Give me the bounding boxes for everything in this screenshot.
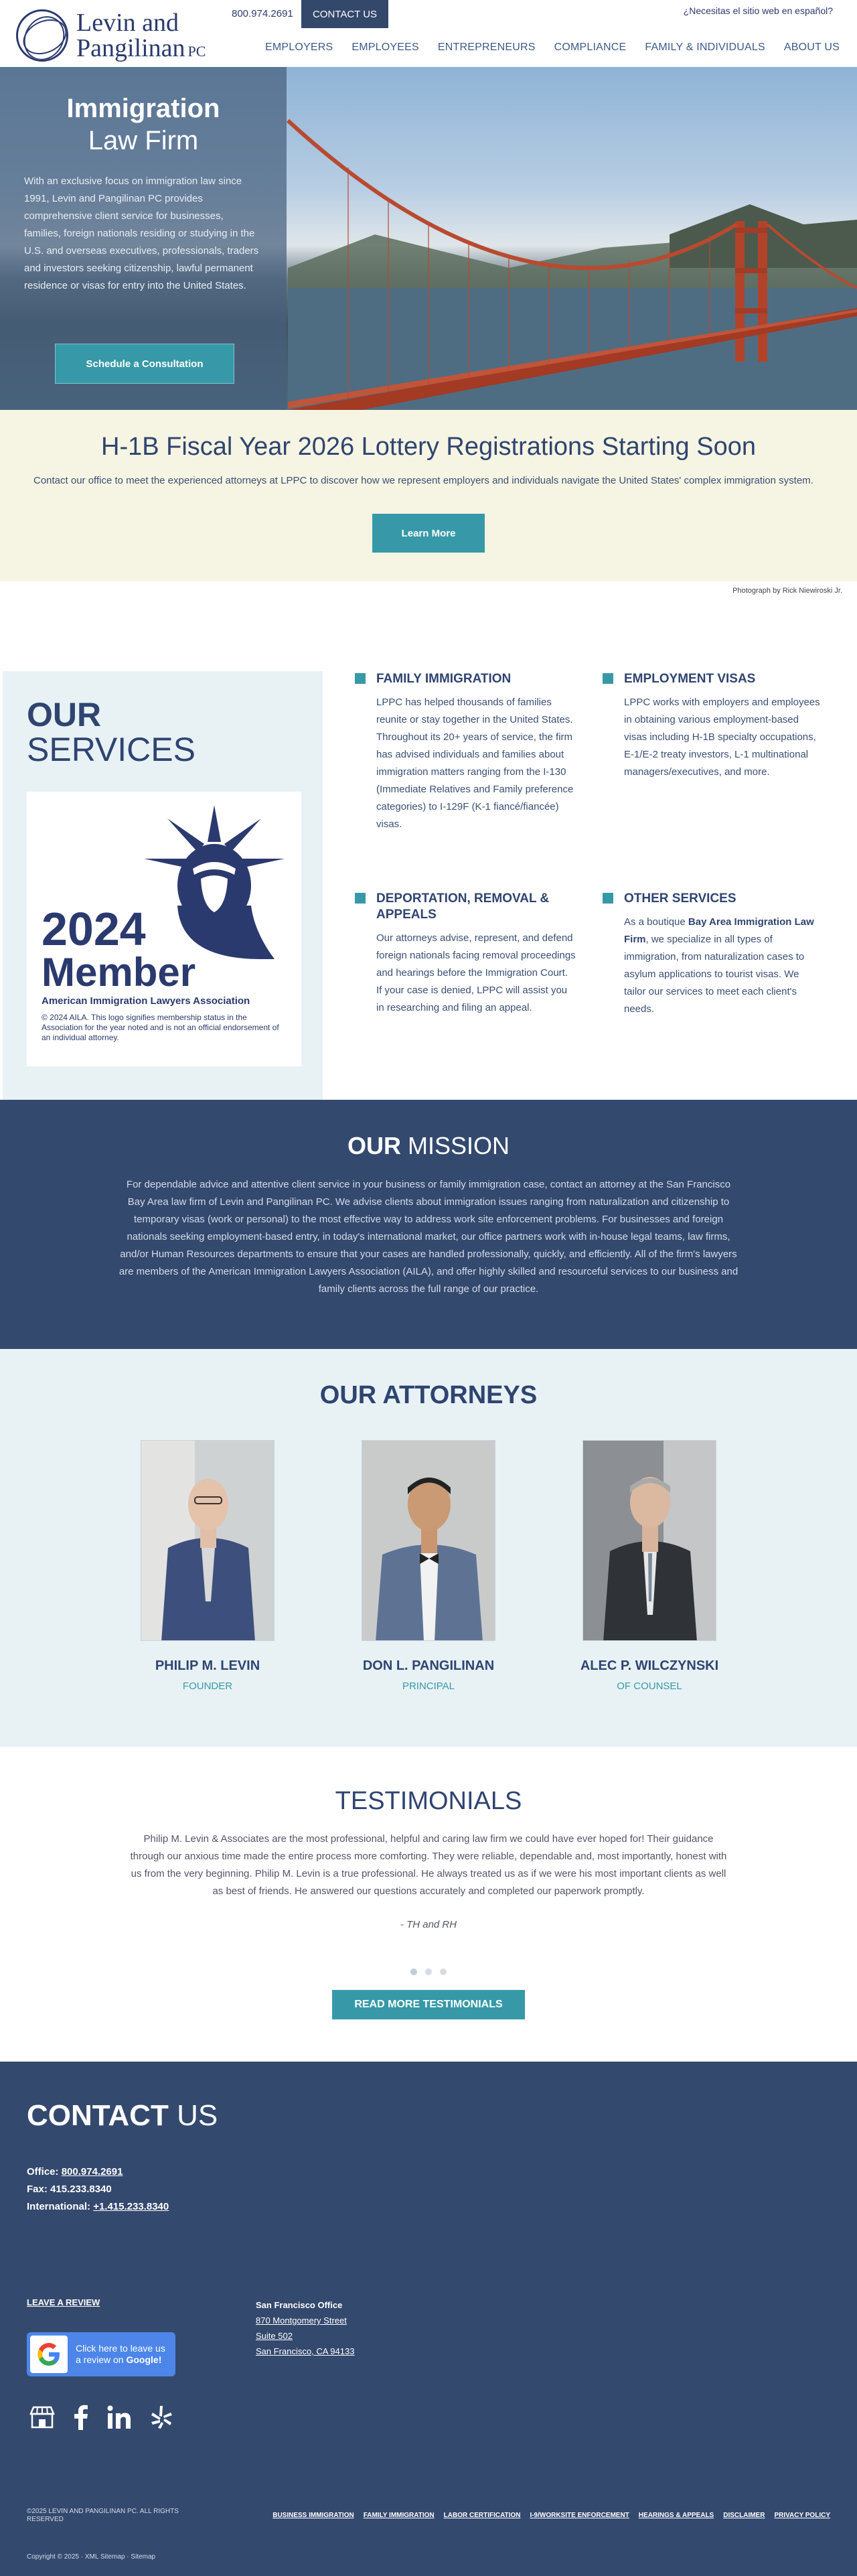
- footer-link-labor-certification[interactable]: LABOR CERTIFICATION: [443, 2512, 521, 2519]
- footer-link-i9-worksite[interactable]: I-9/WORKSITE ENFORCEMENT: [530, 2512, 629, 2519]
- services-title-bold: OUR: [27, 696, 102, 733]
- service-title[interactable]: FAMILY IMMIGRATION: [355, 671, 576, 687]
- mission-text: For dependable advice and attentive client service in your business or family immigration case, contact an attorney at the San Francisco Bay Area law firm of Levin and Pangilinan PC. We advise clients about immigration issues ranging from naturalization and citizenship to temporary visas (work or personal) to the most effective way to address work site enforcement problems. For businesses and foreign nationals seeking employment-based entry, in today's international market, our office partners work with in-house legal teams, law firms, and/or Human Resources departments to ensure that your cases are handled professionally, quickly, and efficiently. All of the firm's lawyers are members of the American Immigration Lawyers Association (AILA), and offer highly skilled and resourceful services to our business and family clients across the full range of our practice.: [119, 1179, 738, 1295]
- attorney-name[interactable]: DON L. PANGILINAN: [362, 1658, 495, 1673]
- attorney-name[interactable]: ALEC P. WILCZYNSKI: [580, 1658, 719, 1673]
- office-title: San Francisco Office: [256, 2300, 343, 2310]
- aila-member-badge: [27, 792, 301, 1066]
- badge-member-text: Member: [42, 950, 196, 995]
- google-review-button[interactable]: [27, 2332, 175, 2376]
- service-family-immigration: [355, 671, 576, 833]
- google-logo-icon: [30, 2336, 68, 2373]
- hero-description: With an exclusive focus on immigration law since 1991, Levin and Pangilinan PC provides comprehensive client service for businesses, families, foreign nationals residing or studying in the U.S. and overseas executives, professionals, traders and investors seeking citizenship, lawful permanent residence or visas for entry into the United States.: [24, 175, 259, 291]
- nav-family-individuals[interactable]: FAMILY & INDIVIDUALS: [645, 42, 765, 53]
- footer-link-hearings-appeals[interactable]: HEARINGS & APPEALS: [638, 2512, 714, 2519]
- site-header: [0, 0, 857, 67]
- rights-reserved: ©2025 LEVIN AND PANGILINAN PC. ALL RIGHTS RESERVED: [27, 2508, 179, 2523]
- badge-year: 2024: [42, 903, 146, 955]
- badge-disclaimer: © 2024 AILA. This logo signifies membership status in the Association for the year noted and is not an official endorsement of an individual attorney.: [42, 1013, 279, 1042]
- nav-employees[interactable]: EMPLOYEES: [352, 42, 419, 53]
- footer-nav: [272, 2512, 830, 2519]
- service-title[interactable]: OTHER SERVICES: [603, 891, 824, 907]
- address-line2[interactable]: Suite 502: [256, 2331, 293, 2341]
- nav-about-us[interactable]: ABOUT US: [783, 42, 840, 53]
- read-more-testimonials-button[interactable]: READ MORE TESTIMONIALS: [332, 1990, 525, 2019]
- logo-emblem: [16, 9, 68, 62]
- address-line1[interactable]: 870 Montgomery Street: [256, 2315, 347, 2325]
- mission-section: [0, 1100, 857, 1349]
- attorney-role: PRINCIPAL: [402, 1680, 455, 1692]
- service-title[interactable]: DEPORTATION, REMOVAL & APPEALS: [355, 891, 576, 923]
- service-other-services: [603, 891, 824, 1018]
- attorney-photo[interactable]: [362, 1440, 495, 1641]
- attorney-photo[interactable]: [582, 1440, 716, 1641]
- service-text: As a boutique Bay Area Immigration Law Firm, we specialize in all types of immigration, from naturalization cases to asylum applications to tourist visas. We tailor our services to meet each client's needs.: [624, 916, 814, 1015]
- nav-compliance[interactable]: COMPLIANCE: [554, 42, 627, 53]
- attorney-card[interactable]: [341, 1440, 516, 1692]
- office-phone-line: Office: 800.974.2691: [27, 2166, 123, 2177]
- carousel-dot[interactable]: [440, 1969, 447, 1975]
- header-contact-button[interactable]: CONTACT US: [301, 0, 388, 28]
- sf-office-address: [256, 2297, 354, 2359]
- international-phone-line: International: +1.415.233.8340: [27, 2201, 169, 2212]
- leave-review-link[interactable]: LEAVE A REVIEW: [27, 2297, 100, 2307]
- footer-link-family-immigration[interactable]: FAMILY IMMIGRATION: [363, 2512, 435, 2519]
- attorney-role: OF COUNSEL: [617, 1680, 682, 1692]
- footer-link-business-immigration[interactable]: BUSINESS IMMIGRATION: [272, 2512, 354, 2519]
- service-employment-visas: [603, 671, 824, 781]
- logo-line1: Levin and: [76, 9, 179, 37]
- yelp-icon[interactable]: [150, 2405, 173, 2430]
- logo-suffix: PC: [187, 43, 206, 60]
- testimonials-section: [0, 1747, 857, 2062]
- office-phone-link[interactable]: 800.974.2691: [61, 2166, 123, 2177]
- attorney-portrait-wilczynski: [583, 1441, 716, 1641]
- contact-details: [27, 2163, 169, 2216]
- facebook-icon[interactable]: [74, 2405, 88, 2430]
- footer-link-disclaimer[interactable]: DISCLAIMER: [723, 2512, 765, 2519]
- attorney-portrait-pangilinan: [362, 1441, 495, 1641]
- attorney-role: FOUNDER: [182, 1680, 233, 1692]
- attorneys-title: OUR ATTORNEYS: [319, 1381, 538, 1409]
- service-text: LPPC has helped thousands of families reunite or stay together in the United States. Throughout its 20+ years of service, the firm has advised individuals and families about immigration matters ranging from the I-130 (Immediate Relatives and Family preference categories) to I-129F (K-1 fiancé/fiancée) visas.: [376, 697, 574, 830]
- services-section: [0, 601, 857, 1100]
- linkedin-icon[interactable]: [107, 2405, 131, 2429]
- carousel-dots: [0, 1969, 857, 1975]
- hero-banner: [0, 67, 857, 410]
- attorneys-section: [0, 1349, 857, 1747]
- services-panel: [3, 671, 323, 1100]
- service-text: Our attorneys advise, represent, and defend foreign nationals facing removal proceedings and hearings before the Immigration Court. If your case is denied, LPPC will assist you in researching and filing an appeal.: [376, 932, 576, 1013]
- service-deportation-appeals: [355, 891, 576, 1017]
- testimonial-quote: Philip M. Levin & Associates are the most professional, helpful and caring law firm we could have ever hoped for! Their guidance through our anxious time made the entire process more comforting. They were reliable, dependable and, most importantly, honest with us from the very beginning. Philip M. Levin is a true professional. He always treated us as if we were his most important clients as well as best of friends. He answered our questions accurately and completed our paperwork promptly.: [130, 1833, 727, 1897]
- service-text: LPPC works with employers and employees in obtaining various employment-based visas including H-1B specialty occupations, E-1/E-2 treaty investors, L-1 multinational managers/executives, and more.: [624, 697, 820, 778]
- attorney-card[interactable]: [121, 1440, 295, 1692]
- bay-area-firm-link[interactable]: Bay Area Immigration Law Firm: [624, 916, 814, 945]
- google-review-text: Click here to leave us a review on Google!: [76, 2343, 165, 2365]
- copyright-sitemap[interactable]: Copyright © 2025 · XML Sitemap · Sitemap: [27, 2553, 156, 2561]
- carousel-dot[interactable]: [425, 1969, 432, 1975]
- carousel-dot[interactable]: [410, 1969, 417, 1975]
- contact-title: CONTACT US: [27, 2099, 218, 2132]
- nav-employers[interactable]: EMPLOYERS: [264, 42, 333, 53]
- announcement-text: Contact our office to meet the experienced attorneys at LPPC to discover how we represent employers and individuals navigate the United States' complex immigration system.: [33, 475, 813, 486]
- address-line3[interactable]: San Francisco, CA 94133: [256, 2346, 355, 2356]
- schedule-consultation-button[interactable]: Schedule a Consultation: [55, 344, 234, 384]
- footer-link-privacy-policy[interactable]: PRIVACY POLICY: [774, 2512, 830, 2519]
- badge-association: American Immigration Lawyers Association: [42, 995, 250, 1007]
- services-title-light: SERVICES: [27, 731, 196, 768]
- service-title[interactable]: EMPLOYMENT VISAS: [603, 671, 824, 687]
- logo-line2: Pangilinan: [76, 34, 185, 62]
- mission-title: OUR MISSION: [347, 1132, 510, 1159]
- learn-more-button[interactable]: Learn More: [372, 514, 485, 553]
- attorney-photo[interactable]: [141, 1440, 275, 1641]
- storefront-icon[interactable]: [29, 2405, 55, 2430]
- header-phone-link[interactable]: 800.974.2691: [232, 8, 293, 19]
- statue-of-liberty-icon: [141, 805, 288, 959]
- hero-subtitle: Law Firm: [88, 126, 199, 155]
- testimonial-author: - TH and RH: [400, 1919, 457, 1930]
- main-nav: [265, 42, 840, 54]
- international-phone-link[interactable]: +1.415.233.8340: [93, 2201, 169, 2212]
- attorney-card[interactable]: [562, 1440, 736, 1692]
- photo-credit: Photograph by Rick Niewiroski Jr.: [732, 587, 842, 595]
- testimonials-title: TESTIMONIALS: [335, 1787, 522, 1815]
- announcement-title: H-1B Fiscal Year 2026 Lottery Registrations Starting Soon: [101, 433, 756, 461]
- spanish-site-link[interactable]: ¿Necesitas el sitio web en español?: [683, 5, 833, 16]
- attorney-name[interactable]: PHILIP M. LEVIN: [155, 1658, 260, 1673]
- contact-footer: [0, 2062, 857, 2576]
- fax-line: Fax: 415.233.8340: [27, 2184, 112, 2195]
- attorney-portrait-levin: [141, 1441, 275, 1641]
- social-links: [29, 2405, 173, 2430]
- nav-entrepreneurs[interactable]: ENTREPRENEURS: [437, 42, 536, 53]
- logo[interactable]: [16, 9, 206, 62]
- announcement-banner: [0, 410, 857, 581]
- hero-title: Immigration: [66, 94, 220, 123]
